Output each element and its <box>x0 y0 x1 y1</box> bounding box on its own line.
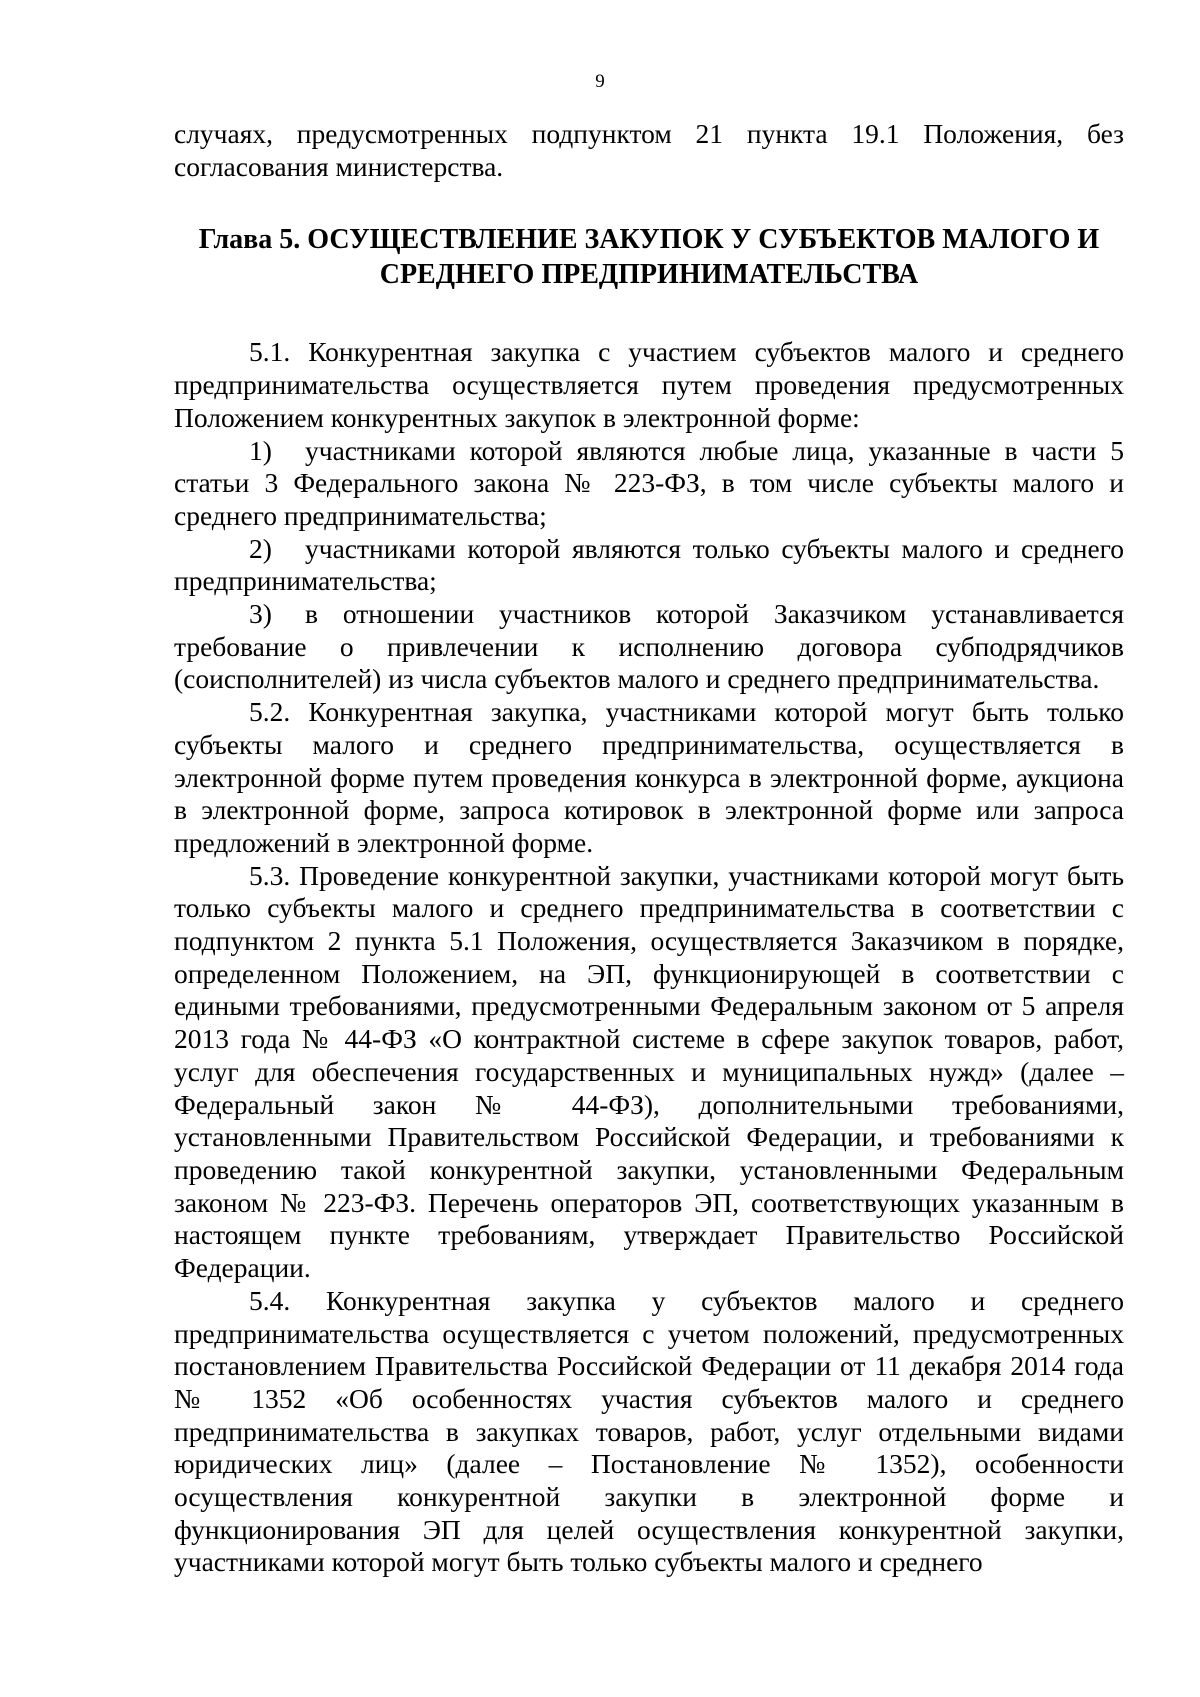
list-marker-3: 3) <box>249 598 272 630</box>
paragraph-5-2: 5.2. Конкурентная закупка, участниками которой могут быть только субъекты малого и среднего предпринимательства, осуществляется в электронной форме путем проведения конкурса в электронной форме, аукциона в электронной форме, запроса котировок в электронной форме или запроса предложений в электронной форме. <box>174 696 1124 858</box>
list-text-3: в отношении участников которой Заказчиком устанавливается требование о привлечении к исполнению договора субподрядчиков (соисполнителей) из числа субъектов малого и среднего предпринимательства. <box>174 598 1124 695</box>
list-text-2: участниками которой являются только субъекты малого и среднего предпринимательства; <box>174 532 1124 597</box>
list-text-1: участниками которой являются любые лица, указанные в части 5 статьи 3 Федерального закона № 223-ФЗ, в том числе субъекты малого и среднего предпринимательства; <box>174 434 1124 531</box>
paragraph-5-3: 5.3. Проведение конкурентной закупки, участниками которой могут быть только субъекты малого и среднего предпринимательства в соответствии с подпунктом 2 пункта 5.1 Положения, осуществляется Заказчиком в порядке, определенном Положением, на ЭП, функционирующей в соответствии с едиными требованиями, предусмотренными Федеральным законом от 5 апреля 2013 года № 44-ФЗ «О контрактной системе в сфере закупок товаров, работ, услуг для обеспечения государственных и муниципальных нужд» (далее – Федеральный закон № 44-ФЗ), дополнительными требованиями, установленными Правительством Российской Федерации, и требованиями к проведению такой конкурентной закупки, установленными Федеральным законом № 223-ФЗ. Перечень операторов ЭП, соответствующих указанным в настоящем пункте требованиям, утверждает Правительство Российской Федерации. <box>174 859 1124 1284</box>
list-item-2 <box>174 533 1124 598</box>
paragraph-5-1: 5.1. Конкурентная закупка с участием субъектов малого и среднего предпринимательства осуществляется путем проведения предусмотренных Положением конкурентных закупок в электронной форме: <box>174 336 1124 433</box>
list-item-3 <box>174 598 1124 696</box>
chapter-title <box>174 222 1124 292</box>
paragraph-5-4: 5.4. Конкурентная закупка у субъектов малого и среднего предпринимательства осуществляется с учетом положений, предусмотренных постановлением Правительства Российской Федерации от 11 декабря 2014 года № 1352 «Об особенностях участия субъектов малого и среднего предпринимательства в закупках товаров, работ, услуг отдельными видами юридических лиц» (далее – Постановление № 1352), особенности осуществления конкурентной закупки в электронной форме и функционирования ЭП для целей осуществления конкурентной закупки, участниками которой могут быть только субъекты малого и среднего <box>174 1284 1124 1578</box>
document-body <box>174 118 1124 1579</box>
chapter-title-line2: СРЕДНЕГО ПРЕДПРИНИМАТЕЛЬСТВА <box>379 259 919 291</box>
intro-paragraph: случаях, предусмотренных подпунктом 21 пункта 19.1 Положения, без согласования министерства. <box>174 118 1124 182</box>
list-marker-1: 1) <box>249 434 272 466</box>
chapter-title-line1: Глава 5. ОСУЩЕСТВЛЕНИЕ ЗАКУПОК У СУБЪЕКТОВ МАЛОГО И <box>198 224 1100 256</box>
list-item-1 <box>174 435 1124 533</box>
list-marker-2: 2) <box>249 532 272 564</box>
page-number: 9 <box>595 71 605 92</box>
